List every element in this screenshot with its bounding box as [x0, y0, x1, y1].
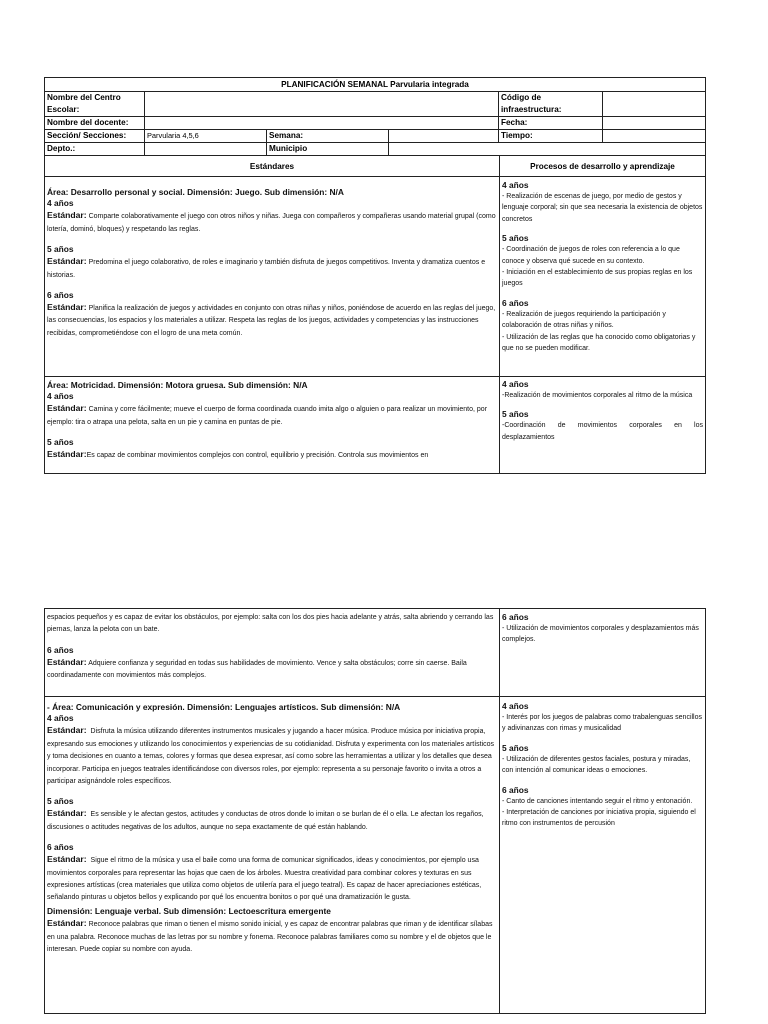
depto-field[interactable]	[145, 143, 267, 156]
section3-area: - Área: Comunicación y expresión. Dimensión: Lenguajes artísticos. Sub dimensión: N/A	[47, 702, 401, 712]
procesos-header: Procesos de desarrollo y aprendizaje	[500, 156, 706, 177]
planning-table	[44, 77, 706, 156]
standard-text: Disfruta la música utilizando diferentes instrumentos musicales y jugando a hacer música. Produce música por iniciativa propia, expresando sus emociones y utilizando los conocimientos y experiencias de su cotidianidad. Disfruta y experimenta con los materiales artísticos y toma decisiones en cuanto a temas, colores y formas que desea expresar, así como sobre las herramientas a utilizar y los detalles que desea incorporar. Participa en juegos teatrales identificándose con diversos roles, por ejemplo: representa a su personaje favorito o invita a otros a participar asignándole roles específicos.	[47, 728, 495, 786]
age-6: 6 años	[47, 290, 74, 301]
age-5: 5 años	[502, 742, 529, 753]
estandar-label: Estándar:	[47, 210, 87, 221]
section1-processes	[500, 177, 706, 377]
seccion-label: Sección/ Secciones:	[45, 130, 145, 143]
municipio-field[interactable]	[389, 143, 706, 156]
tiempo-field[interactable]	[603, 130, 706, 143]
process-text: - Utilización de movimientos corporales y desplazamientos más complejos.	[502, 625, 699, 644]
age-4: 4 años	[47, 391, 74, 402]
codigo-field[interactable]	[603, 92, 706, 117]
semana-label: Semana:	[267, 130, 389, 143]
depto-label: Depto.:	[45, 143, 145, 156]
section2-processes	[500, 377, 706, 474]
process-text: - Interés por los juegos de palabras como trabalenguas sencillos y adivinanzas con rimas y musicalidad	[502, 714, 703, 733]
age-4: 4 años	[47, 713, 74, 724]
age-6: 6 años	[502, 612, 529, 622]
tiempo-label: Tiempo:	[499, 130, 603, 143]
estandar-label: Estándar:	[47, 302, 87, 313]
docente-label: Nombre del docente:	[45, 117, 145, 130]
estandar-label: Estándar:	[47, 725, 87, 736]
process-text: - Interpretación de canciones por iniciativa propia, siguiendo el ritmo con instrumentos de percusión	[502, 809, 696, 828]
municipio-label: Municipio	[267, 143, 389, 156]
section2-processes-continued	[500, 609, 706, 697]
standard-text: Predomina el juego colaborativo, de roles e imaginario y también disfruta de juegos competitivos. Inventa y dramatiza cuentos e historias.	[47, 259, 486, 279]
standard-text: Reconoce palabras que riman o tienen el mismo sonido inicial, y es capaz de encontrar palabras que riman y de identificar sílabas en una palabra. Reconoce muchas de las letras por su nombre y fonema. Reconoce palabras familiares como su nombre y el de objetos que le interesan. Puede copiar su nombre con ayuda.	[47, 921, 493, 954]
section1-area: Área: Desarrollo personal y social. Dimensión: Juego. Sub dimensión: N/A	[47, 187, 344, 197]
estandar-label: Estándar:	[47, 854, 87, 865]
estandar-label: Estándar:	[47, 449, 87, 460]
estandar-label: Estándar:	[47, 403, 87, 414]
standard-text: Es sensible y le afectan gestos, actitudes y conductas de otros donde lo imitan o se burlan de él o ella. Le afectan los regaños, discusiones o actitudes negativas de los adultos, aunque no sepa exactamente de qué están hablando.	[47, 811, 484, 831]
age-5: 5 años	[502, 409, 529, 420]
standard-text: Camina y corre fácilmente; mueve el cuerpo de forma coordinada cuando imita algo o alguien o para realizar un movimiento, por ejemplo: tira o atrapa una pelota, salta en un pie y camina en puntas de pie.	[47, 406, 488, 426]
age-6: 6 años	[502, 297, 529, 308]
section1-standards	[45, 177, 500, 377]
age-4: 4 años	[502, 180, 529, 190]
age-4: 4 años	[47, 198, 74, 209]
process-text: - Utilización de las reglas que ha conocido como obligatorias y que no se pueden modificar.	[502, 333, 696, 353]
process-text: - Canto de canciones intentando seguir el ritmo y entonación.	[502, 797, 693, 805]
standard-text: Adquiere confianza y seguridad en todas sus habilidades de movimiento. Vence y salta obstáculos; corre sin caerse. Baila coordinadamente con movimientos más complejos.	[47, 659, 467, 680]
age-5: 5 años	[47, 437, 74, 448]
docente-field[interactable]	[145, 117, 499, 130]
estandar-label: Estándar:	[47, 656, 87, 667]
section3-dimension-verbal: Dimensión: Lenguaje verbal. Sub dimensión: Lectoescritura emergente	[47, 905, 331, 916]
section2-standards	[45, 377, 500, 474]
process-text: - Realización de juegos requiriendo la participación y colaboración de otras niñas y niños.	[502, 310, 666, 330]
age-5: 5 años	[47, 244, 74, 255]
standards-table	[44, 155, 706, 474]
age-5: 5 años	[502, 233, 529, 244]
standard-text: Comparte colaborativamente el juego con otros niños y niñas. Juega con compañeros y compañeras usando material grupal (como lotería, dominó, bloques) y respetando las reglas.	[47, 213, 496, 233]
process-text: - Realización de escenas de juego, por medio de gestos y lenguaje corporal; sin que sea necesaria la existencia de objetos concretos	[502, 193, 703, 223]
standard-text: Es capaz de combinar movimientos complejos con control, equilibrio y precisión. Controla sus movimientos en	[86, 452, 429, 460]
age-5: 5 años	[47, 796, 74, 807]
standards-table-continued	[44, 608, 706, 1014]
fecha-label: Fecha:	[499, 117, 603, 130]
estandar-label: Estándar:	[47, 808, 87, 819]
section2-area: Área: Motricidad. Dimensión: Motora gruesa. Sub dimensión: N/A	[47, 380, 308, 390]
nombre-centro-field[interactable]	[145, 92, 499, 117]
estandares-header: Estándares	[45, 156, 500, 177]
page-title: PLANIFICACIÓN SEMANAL Parvularia integrada	[45, 78, 706, 92]
age-6: 6 años	[502, 784, 529, 795]
fecha-field[interactable]	[603, 117, 706, 130]
age-6: 6 años	[47, 644, 74, 655]
process-text: - Utilización de diferentes gestos faciales, postura y miradas, con intención al comunicar ideas o emociones.	[502, 755, 691, 775]
process-text: -Realización de movimientos corporales al ritmo de la música	[502, 392, 693, 399]
seccion-value[interactable]: Parvularia 4,5,6	[145, 130, 267, 143]
estandar-label: Estándar:	[47, 256, 87, 267]
standard-text: Sigue el ritmo de la música y usa el baile como una forma de comunicar significados, ideas y conocimientos, por ejemplo usa movimientos corporales para representar las hojas que caen de los árboles. Muestra creatividad para combinar colores y texturas en sus expresiones artísticas (crea materiales que utiliza como objetos de utilería para el juego teatral). Es capaz de hacer apreciaciones estéticas, señalando pinturas u objetos bellos y explicando por qué los encuentra bonitos o por qué una dramatización le gusta.	[47, 857, 482, 902]
codigo-label: Código de infraestructura:	[499, 92, 603, 117]
age-4: 4 años	[502, 379, 529, 389]
age-6: 6 años	[47, 842, 74, 853]
age-4: 4 años	[502, 701, 529, 711]
standard-text: Planifica la realización de juegos y actividades en conjunto con otras niñas y niños, poniéndose de acuerdo en las reglas del juego, las consecuencias, los espacios y los materiales a utilizar. Respeta las reglas de los juegos, actividades y competencias y las instrucciones recibidas, comprometiéndose con el logro de una meta común.	[47, 305, 496, 337]
section3-standards	[45, 697, 500, 1014]
nombre-centro-label: Nombre del Centro Escolar:	[45, 92, 145, 117]
section2-standards-continued	[45, 609, 500, 697]
semana-field[interactable]	[389, 130, 499, 143]
process-text: - Iniciación en el establecimiento de sus propias reglas en los juegos	[502, 269, 693, 288]
process-text: -Coordinación de movimientos corporales en los desplazamientos	[502, 422, 703, 441]
document-page-1	[44, 77, 705, 474]
process-text: - Coordinación de juegos de roles con referencia a lo que conoce y observa qué sucede en su contexto.	[502, 246, 680, 265]
standard-text: espacios pequeños y es capaz de evitar los obstáculos, por ejemplo: salta con los dos pies hacia adelante y atrás, salta abriendo y cerrando las piernas, lanza la pelota con un bate.	[47, 614, 494, 634]
section3-processes	[500, 697, 706, 1014]
estandar-label: Estándar:	[47, 918, 87, 929]
document-page-2	[44, 608, 705, 1014]
